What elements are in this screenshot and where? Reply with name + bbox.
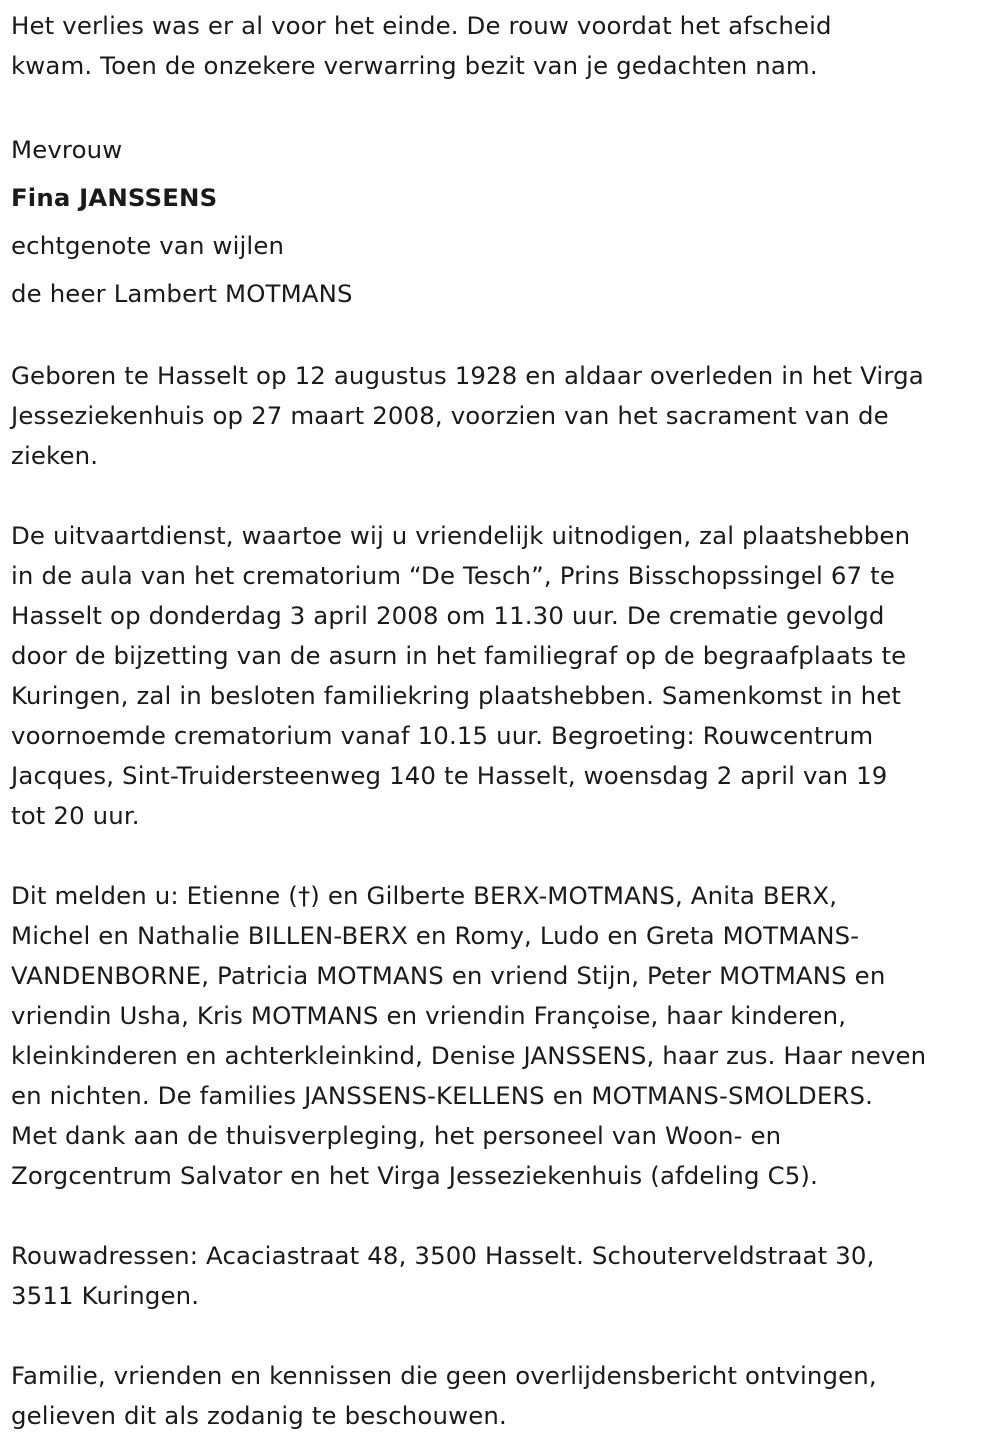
addresses-paragraph	[11, 1236, 986, 1316]
person-block	[11, 126, 986, 318]
funeral-line: voornoemde crematorium vanaf 10.15 uur. Begroeting: Rouwcentrum	[11, 721, 874, 750]
announcement-line: Zorgcentrum Salvator en het Virga Jesseziekenhuis (afdeling C5).	[11, 1161, 818, 1190]
closing-line: gelieven dit als zodanig te beschouwen.	[11, 1401, 507, 1430]
spouse-name: de heer Lambert MOTMANS	[11, 279, 353, 308]
addresses-line: 3511 Kuringen.	[11, 1281, 200, 1310]
funeral-line: door de bijzetting van de asurn in het familiegraf op de begraafplaats te	[11, 641, 907, 670]
closing-line: Familie, vrienden en kennissen die geen overlijdensbericht ontvingen,	[11, 1361, 877, 1390]
birth-death-line: zieken.	[11, 441, 99, 470]
announcement-paragraph	[11, 876, 986, 1196]
funeral-line: De uitvaartdienst, waartoe wij u vriendelijk uitnodigen, zal plaatshebben	[11, 521, 911, 550]
announcement-line: Dit melden u: Etienne (†) en Gilberte BERX-MOTMANS, Anita BERX,	[11, 881, 838, 910]
deceased-name: Fina JANSSENS	[11, 183, 218, 212]
honorific: Mevrouw	[11, 135, 123, 164]
funeral-paragraph	[11, 516, 986, 836]
addresses-line: Rouwadressen: Acaciastraat 48, 3500 Hasselt. Schouterveldstraat 30,	[11, 1241, 875, 1270]
funeral-line: Kuringen, zal in besloten familiekring plaatshebben. Samenkomst in het	[11, 681, 902, 710]
announcement-line: kleinkinderen en achterkleinkind, Denise JANSSENS, haar zus. Haar neven	[11, 1041, 927, 1070]
birth-death-line: Jesseziekenhuis op 27 maart 2008, voorzien van het sacrament van de	[11, 401, 889, 430]
announcement-line: en nichten. De families JANSSENS-KELLENS en MOTMANS-SMOLDERS.	[11, 1081, 874, 1110]
birth-death-line: Geboren te Hasselt op 12 augustus 1928 en aldaar overleden in het Virga	[11, 361, 924, 390]
funeral-line: in de aula van het crematorium “De Tesch”, Prins Bisschopssingel 67 te	[11, 561, 895, 590]
intro-line: kwam. Toen de onzekere verwarring bezit van je gedachten nam.	[11, 51, 818, 80]
closing-paragraph	[11, 1356, 986, 1436]
announcement-line: Michel en Nathalie BILLEN-BERX en Romy, Ludo en Greta MOTMANS-	[11, 921, 860, 950]
intro-paragraph	[11, 6, 986, 86]
funeral-line: Jacques, Sint-Truidersteenweg 140 te Hasselt, woensdag 2 april van 19	[11, 761, 888, 790]
announcement-line: vriendin Usha, Kris MOTMANS en vriendin Françoise, haar kinderen,	[11, 1001, 847, 1030]
obituary-document	[11, 6, 986, 1436]
birth-death-paragraph	[11, 356, 986, 476]
intro-line: Het verlies was er al voor het einde. De rouw voordat het afscheid	[11, 11, 832, 40]
announcement-line: Met dank aan de thuisverpleging, het personeel van Woon- en	[11, 1121, 782, 1150]
funeral-line: Hasselt op donderdag 3 april 2008 om 11.30 uur. De crematie gevolgd	[11, 601, 885, 630]
announcement-line: VANDENBORNE, Patricia MOTMANS en vriend Stijn, Peter MOTMANS en	[11, 961, 886, 990]
relation-text: echtgenote van wijlen	[11, 231, 285, 260]
funeral-line: tot 20 uur.	[11, 801, 140, 830]
